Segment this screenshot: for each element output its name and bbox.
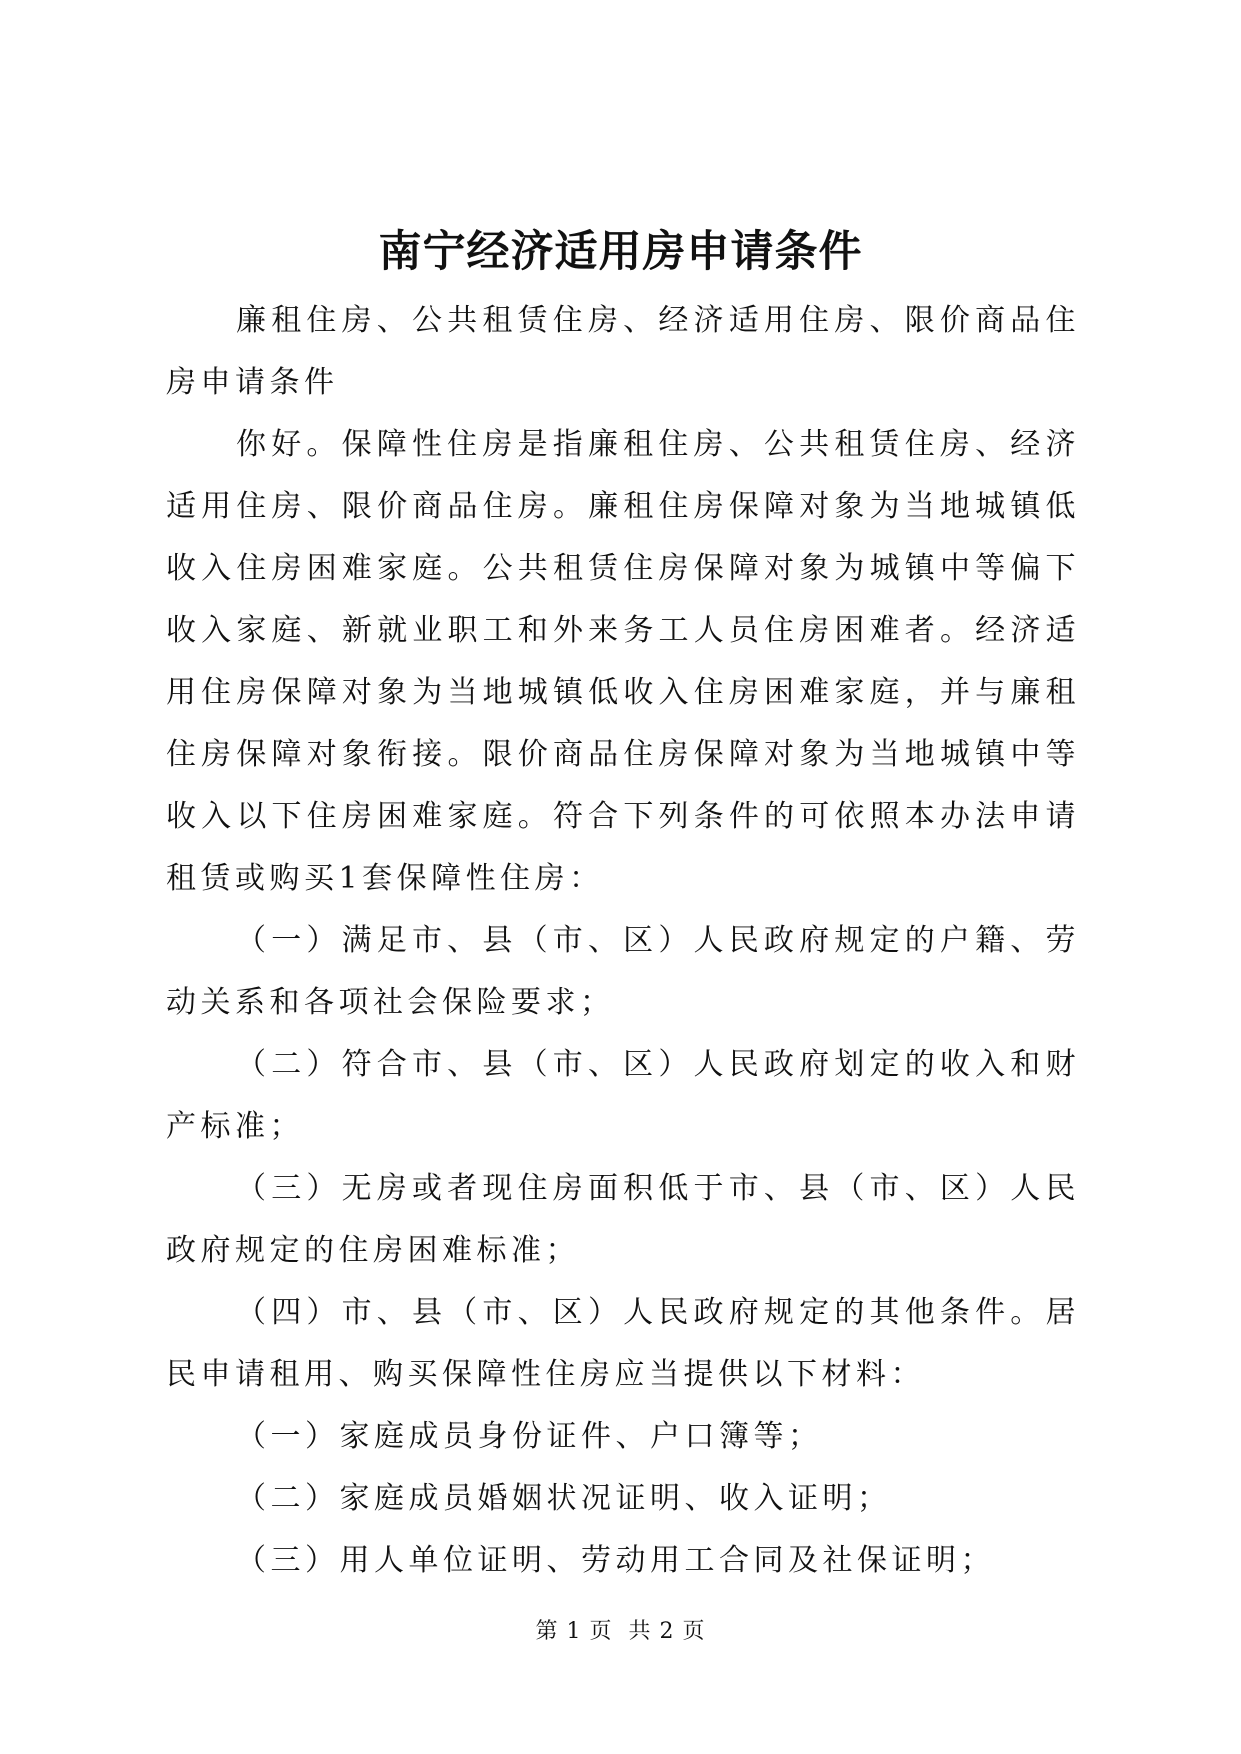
- paragraph-condition-3: （三）无房或者现住房面积低于市、县（市、区）人民政府规定的住房困难标准；: [166, 1171, 1080, 1268]
- paragraph-material-1: （一）家庭成员身份证件、户口簿等；: [236, 1419, 823, 1454]
- paragraph-condition-1: （一）满足市、县（市、区）人民政府规定的户籍、劳动关系和各项社会保险要求；: [166, 923, 1080, 1020]
- page-footer: [0, 1617, 1241, 1647]
- document-title: 南宁经济适用房申请条件: [378, 227, 863, 277]
- paragraph-intro: 你好。保障性住房是指廉租住房、公共租赁住房、经济适用住房、限价商品住房。廉租住房保障对象为当地城镇低收入住房困难家庭。公共租赁住房保障对象为城镇中等偏下收入家庭、新就业职工和外来务工人员住房困难者。经济适用住房保障对象为当地城镇低收入住房困难家庭，并与廉租住房保障对象衔接。限价商品住房保障对象为当地城镇中等收入以下住房困难家庭。符合下列条件的可依照本办法申请租赁或购买1套保障性住房：: [166, 427, 1080, 896]
- paragraph-material-2: （二）家庭成员婚姻状况证明、收入证明；: [236, 1481, 892, 1516]
- paragraph-subtitle: 廉租住房、公共租赁住房、经济适用住房、限价商品住房申请条件: [166, 303, 1080, 400]
- paragraph-material-3: （三）用人单位证明、劳动用工合同及社保证明；: [236, 1543, 995, 1578]
- document-body: [166, 290, 1080, 1592]
- paragraph-condition-4: （四）市、县（市、区）人民政府规定的其他条件。居民申请租用、购买保障性住房应当提供以下材料：: [166, 1295, 1080, 1392]
- page-number: 第 1 页 共 2 页: [535, 1619, 706, 1644]
- paragraph-condition-2: （二）符合市、县（市、区）人民政府划定的收入和财产标准；: [166, 1047, 1080, 1144]
